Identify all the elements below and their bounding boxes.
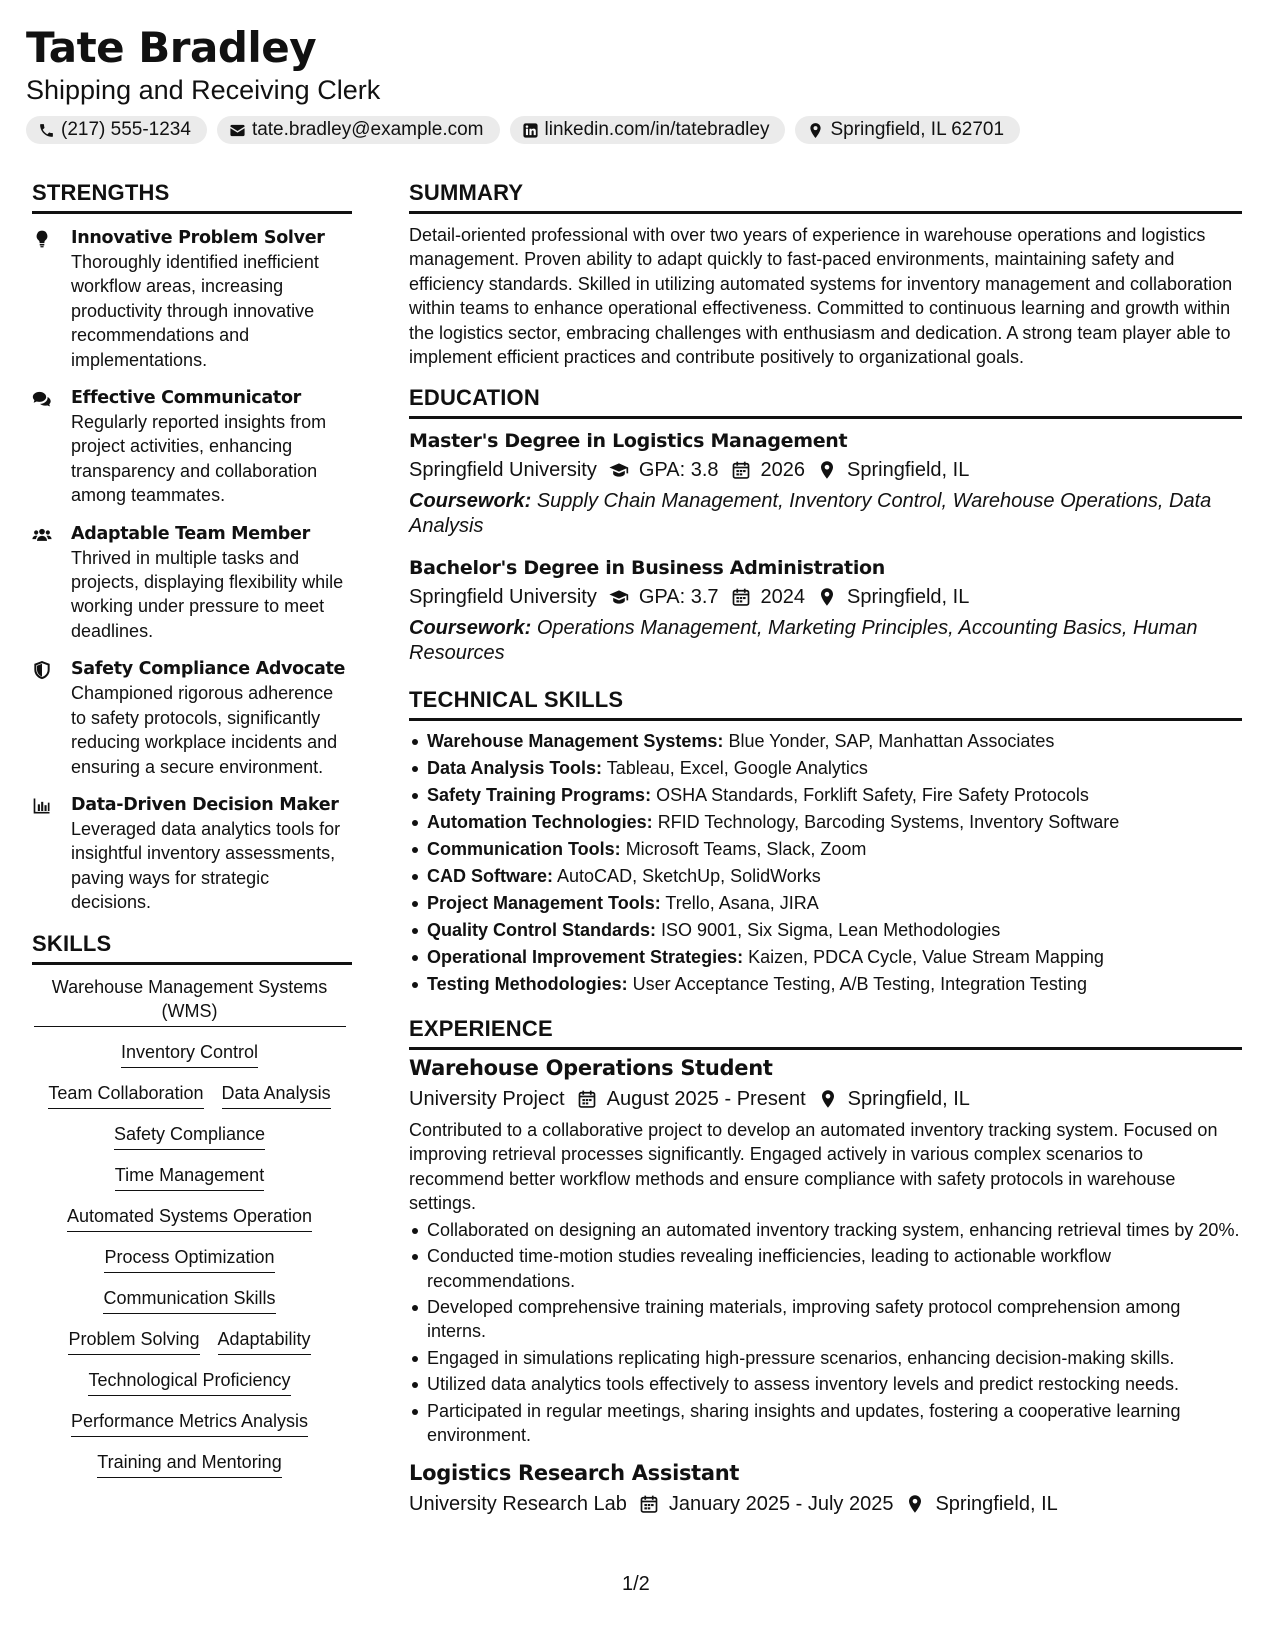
strengths-list	[32, 226, 352, 915]
skill-category: Quality Control Standards:	[427, 920, 657, 941]
education-meta	[409, 582, 1242, 612]
organization: University Research Lab	[409, 1493, 627, 1516]
skill-values: Kaizen, PDCA Cycle, Value Stream Mapping	[748, 947, 1104, 968]
right-column	[409, 178, 1242, 1519]
skill-tag: Problem Solving	[68, 1327, 199, 1355]
date-range: January 2025 - July 2025	[668, 1493, 894, 1516]
strength-desc: Thoroughly identified inefficient workflow areas, increasing productivity through innovative recommendations and implementations.	[71, 252, 319, 370]
coursework-label: Coursework:	[409, 490, 532, 513]
date-range: August 2025 - Present	[606, 1088, 806, 1111]
job-title: Shipping and Receiving Clerk	[26, 75, 381, 105]
skill-tag: Inventory Control	[121, 1040, 258, 1068]
strength-title: Effective Communicator	[71, 388, 302, 409]
email-chip[interactable]	[217, 116, 500, 144]
calendar-icon	[731, 460, 751, 480]
technical-skill-item	[409, 809, 1242, 836]
phone-chip[interactable]	[26, 116, 207, 144]
skill-tag: Warehouse Management Systems (WMS)	[34, 975, 346, 1027]
graduation-year: 2026	[760, 459, 806, 482]
achievement-item: Utilized data analytics tools effectively to assess inventory levels and predict restocking needs.	[409, 1372, 1242, 1396]
candidate-name: Tate Bradley	[26, 23, 317, 72]
linkedin-text: linkedin.com/in/tatebradley	[544, 119, 770, 140]
phone-text: (217) 555-1234	[61, 119, 191, 140]
experience-entry	[409, 1053, 1242, 1447]
graduation-cap-icon	[609, 460, 629, 480]
strength-item	[32, 522, 352, 644]
map-pin-icon	[807, 122, 824, 139]
skills-list	[32, 975, 347, 1491]
job-location: Springfield, IL	[935, 1493, 1058, 1516]
calendar-icon	[639, 1494, 659, 1514]
email-text: tate.bradley@example.com	[251, 119, 484, 140]
skill-values: AutoCAD, SketchUp, SolidWorks	[557, 866, 821, 887]
school-name: Springfield University	[409, 459, 597, 482]
strength-desc: Regularly reported insights from project activities, enhancing transparency and collaboration among teammates.	[71, 412, 327, 506]
technical-skill-item	[409, 971, 1242, 998]
coursework	[409, 616, 1242, 665]
strength-title: Safety Compliance Advocate	[71, 659, 346, 680]
strength-item	[32, 657, 352, 779]
comments-icon	[32, 389, 52, 409]
strength-item	[32, 793, 352, 915]
experience-entry	[409, 1458, 1242, 1519]
map-pin-icon	[817, 587, 837, 607]
achievement-item: Conducted time-motion studies revealing inefficiencies, leading to actionable workflow recommendations.	[409, 1244, 1242, 1293]
linkedin-icon	[522, 122, 539, 139]
bar-chart-icon	[32, 796, 52, 816]
skill-values: User Acceptance Testing, A/B Testing, Integration Testing	[632, 974, 1087, 995]
strength-desc: Leveraged data analytics tools for insightful inventory assessments, paving ways for strategic decisions.	[71, 818, 341, 913]
position-title: Warehouse Operations Student	[409, 1056, 773, 1081]
job-description: Contributed to a collaborative project to develop an automated inventory tracking system. Focused on improving retrieval processes significantly. Engaged actively in various complex scenarios to recommend better workflow methods and ensure compliance with safety protocols in warehouse settings.	[409, 1120, 1218, 1214]
gpa: GPA: 3.8	[638, 459, 719, 482]
strength-item	[32, 226, 352, 372]
technical-skill-item	[409, 755, 1242, 782]
skill-tag: Adaptability	[218, 1327, 311, 1355]
skill-tag: Data Analysis	[222, 1081, 331, 1109]
summary-heading: SUMMARY	[409, 178, 1242, 214]
map-pin-icon	[905, 1494, 925, 1514]
technical-skill-item	[409, 728, 1242, 755]
coursework-label: Coursework:	[409, 617, 532, 640]
organization: University Project	[409, 1088, 565, 1111]
skill-tag: Automated Systems Operation	[67, 1204, 312, 1232]
education-meta	[409, 455, 1242, 485]
job-location: Springfield, IL	[847, 1088, 970, 1111]
degree-title: Bachelor's Degree in Business Administration	[409, 557, 886, 580]
calendar-icon	[731, 587, 751, 607]
achievement-item: Developed comprehensive training materials, improving safety protocol comprehension among interns.	[409, 1295, 1242, 1344]
skill-tag: Training and Mentoring	[97, 1450, 281, 1478]
achievement-item: Collaborated on designing an automated inventory tracking system, enhancing retrieval times by 20%.	[409, 1218, 1242, 1242]
skill-category: Data Analysis Tools:	[427, 758, 603, 779]
skill-category: Operational Improvement Strategies:	[427, 947, 744, 968]
skill-tag: Process Optimization	[104, 1245, 274, 1273]
coursework	[409, 489, 1242, 538]
location-chip	[795, 116, 1020, 144]
skill-category: Automation Technologies:	[427, 812, 653, 833]
skills-heading: SKILLS	[32, 929, 352, 965]
skill-category: Safety Training Programs:	[427, 785, 652, 806]
coursework-list: Supply Chain Management, Inventory Control, Warehouse Operations, Data Analysis	[409, 490, 1212, 537]
graduation-year: 2024	[760, 586, 806, 609]
technical-skill-item	[409, 890, 1242, 917]
coursework-list: Operations Management, Marketing Principles, Accounting Basics, Human Resources	[409, 617, 1198, 664]
strength-title: Adaptable Team Member	[71, 523, 310, 544]
technical-skills-heading: TECHNICAL SKILLS	[409, 685, 1242, 721]
skill-values: OSHA Standards, Forklift Safety, Fire Safety Protocols	[656, 785, 1089, 806]
achievement-list	[409, 1218, 1242, 1448]
gpa: GPA: 3.7	[638, 586, 719, 609]
skill-tag: Technological Proficiency	[88, 1368, 290, 1396]
degree-title: Master's Degree in Logistics Management	[409, 430, 848, 453]
technical-skill-item	[409, 782, 1242, 809]
skill-category: Testing Methodologies:	[427, 974, 628, 995]
linkedin-chip[interactable]	[510, 116, 786, 144]
skill-values: Blue Yonder, SAP, Manhattan Associates	[728, 731, 1055, 752]
school-location: Springfield, IL	[847, 586, 970, 609]
map-pin-icon	[817, 460, 837, 480]
page-number: 1/2	[622, 1573, 650, 1595]
strength-title: Innovative Problem Solver	[71, 228, 325, 248]
lightbulb-icon	[32, 229, 52, 249]
strengths-heading: STRENGTHS	[32, 178, 352, 214]
experience-meta	[409, 1084, 1242, 1114]
skill-tag: Team Collaboration	[48, 1081, 203, 1109]
technical-skill-item	[409, 863, 1242, 890]
skill-category: Warehouse Management Systems:	[427, 731, 724, 752]
strength-item	[32, 386, 352, 508]
skill-tag: Communication Skills	[103, 1286, 275, 1314]
education-heading: EDUCATION	[409, 383, 1242, 419]
contact-bar	[26, 116, 1246, 144]
education-entry	[409, 555, 1242, 665]
calendar-icon	[577, 1089, 597, 1109]
technical-skill-item	[409, 917, 1242, 944]
skill-category: Communication Tools:	[427, 839, 621, 860]
skill-values: ISO 9001, Six Sigma, Lean Methodologies	[661, 920, 1001, 941]
skill-category: Project Management Tools:	[427, 893, 661, 914]
skill-values: Trello, Asana, JIRA	[665, 893, 819, 914]
experience-heading: EXPERIENCE	[409, 1014, 1242, 1050]
phone-icon	[38, 122, 55, 139]
strength-desc: Thrived in multiple tasks and projects, displaying flexibility while working under pressure to meet deadlines.	[71, 547, 344, 641]
skill-category: CAD Software:	[427, 866, 554, 887]
shield-icon	[32, 660, 52, 680]
summary-text: Detail-oriented professional with over two years of experience in warehouse operations and logistics management. Proven ability to adapt quickly to fast-paced environments, maintaining safety and efficiency standards. Skilled in utilizing automated systems for inventory management and collaboration within teams to enhance operational effectiveness. Committed to continuous learning and growth within the logistics sector, embracing challenges with enthusiasm and dedication. A strong team player able to implement efficient practices and contribute positively to organizational goals.	[409, 225, 1233, 368]
experience-meta	[409, 1489, 1242, 1519]
envelope-icon	[229, 122, 246, 139]
strength-title: Data-Driven Decision Maker	[71, 794, 339, 815]
position-title: Logistics Research Assistant	[409, 1461, 740, 1486]
skill-values: RFID Technology, Barcoding Systems, Inventory Software	[657, 812, 1120, 833]
school-location: Springfield, IL	[847, 459, 970, 482]
achievement-item: Participated in regular meetings, sharing insights and updates, fostering a cooperative learning environment.	[409, 1399, 1242, 1448]
skill-values: Tableau, Excel, Google Analytics	[606, 758, 868, 779]
map-pin-icon	[818, 1089, 838, 1109]
technical-skill-item	[409, 836, 1242, 863]
strength-desc: Championed rigorous adherence to safety protocols, significantly reducing workplace incidents and ensuring a secure environment.	[71, 683, 338, 777]
skill-values: Microsoft Teams, Slack, Zoom	[625, 839, 867, 860]
graduation-cap-icon	[609, 587, 629, 607]
resume-header	[26, 22, 1246, 144]
skill-tag: Safety Compliance	[114, 1122, 265, 1150]
education-entry	[409, 428, 1242, 538]
technical-skills-list	[409, 728, 1242, 998]
location-text: Springfield, IL 62701	[830, 119, 1005, 140]
school-name: Springfield University	[409, 586, 597, 609]
achievement-item: Engaged in simulations replicating high-pressure scenarios, enhancing decision-making skills.	[409, 1346, 1242, 1370]
technical-skill-item	[409, 944, 1242, 971]
skill-tag: Time Management	[115, 1163, 264, 1191]
users-icon	[32, 525, 52, 545]
skill-tag: Performance Metrics Analysis	[71, 1409, 308, 1437]
left-column	[32, 178, 352, 1491]
